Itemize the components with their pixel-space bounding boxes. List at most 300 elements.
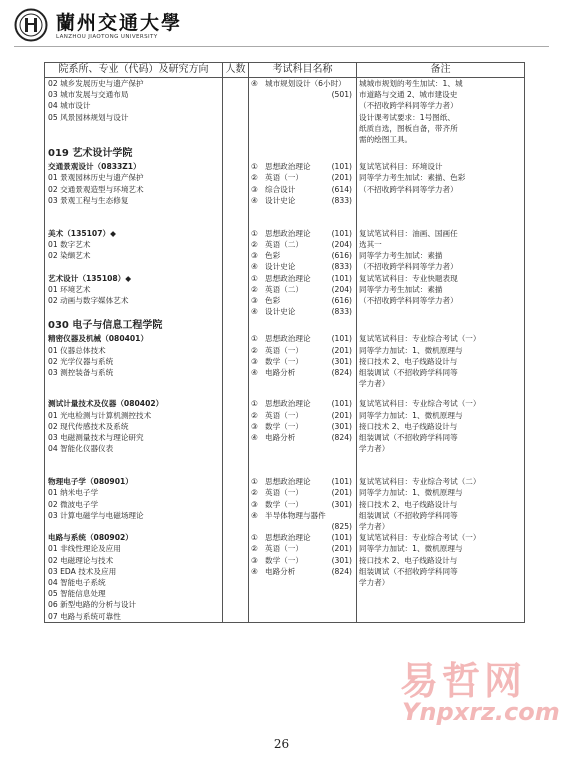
count-cell bbox=[223, 261, 248, 272]
research-direction: 02 现代传感技术及系统 bbox=[48, 421, 129, 431]
exam-subject bbox=[251, 532, 356, 543]
remark-line: 复试笔试科目：专业综合考试（二） bbox=[359, 477, 481, 487]
remark-line: 复试笔试科目：油画、国画任 bbox=[359, 228, 458, 238]
major-name: 美术（135107）◆ bbox=[48, 228, 116, 238]
exam-subject-name-wrap bbox=[251, 421, 303, 432]
research-direction: 03 电磁测量技术与理论研究 bbox=[48, 432, 144, 442]
exam-subject bbox=[251, 521, 356, 532]
exam-subject bbox=[251, 487, 356, 498]
exam-subject-name-wrap bbox=[251, 134, 265, 145]
exam-subject-code: (101) bbox=[331, 533, 352, 543]
remark-line bbox=[359, 147, 524, 161]
row-spacer bbox=[359, 206, 524, 228]
row-spacer bbox=[251, 389, 356, 398]
count-cell bbox=[223, 228, 248, 239]
exam-subject-number bbox=[251, 147, 265, 161]
count-cell bbox=[223, 577, 248, 588]
exam-subject bbox=[251, 306, 356, 317]
remark-line: 学力者） bbox=[359, 577, 390, 587]
exam-subject-name: 色彩 bbox=[265, 251, 281, 261]
count-cell bbox=[223, 421, 248, 432]
exam-subject-name-wrap bbox=[251, 543, 303, 554]
exam-subject-code: (101) bbox=[331, 334, 352, 344]
program-column bbox=[45, 78, 223, 623]
exam-subject-name-wrap bbox=[251, 532, 311, 543]
exam-subject bbox=[251, 161, 356, 172]
row-spacer bbox=[251, 454, 356, 476]
count-cell bbox=[223, 306, 248, 317]
exam-subject-name-wrap bbox=[251, 306, 295, 317]
exam-subject-name: 英语（一） bbox=[265, 410, 303, 420]
exam-subject bbox=[251, 421, 356, 432]
exam-subject-name: 色彩 bbox=[265, 296, 281, 305]
exam-subject bbox=[251, 195, 356, 206]
count-cell bbox=[223, 521, 248, 532]
major-name: 电路与系统（080902） bbox=[48, 533, 133, 543]
exam-subject-number bbox=[251, 112, 265, 123]
count-cell bbox=[223, 89, 248, 100]
exam-subject bbox=[251, 599, 356, 610]
university-name: 蘭州交通大學 bbox=[56, 12, 183, 34]
major-name: 精密仪器及机械（080401） bbox=[48, 334, 149, 344]
exam-subject-name: 设计史论 bbox=[265, 307, 296, 317]
count-cell bbox=[223, 319, 248, 333]
remark-line: 学力者） bbox=[359, 379, 390, 389]
exam-subject-name: 电路分析 bbox=[265, 432, 296, 442]
remark-line: 复试笔试科目：专业综合考试（一） bbox=[359, 533, 481, 543]
remark-line: 组装调试（不招收跨学科同等 bbox=[359, 566, 458, 576]
exam-subject-name-wrap bbox=[251, 184, 295, 195]
exam-subject-number: ③ bbox=[251, 296, 258, 305]
exam-subject bbox=[251, 588, 356, 599]
exam-subject-name-wrap bbox=[251, 378, 265, 389]
exam-subject-name: 英语（一） bbox=[265, 173, 303, 183]
watermark-en: Ynpxrz.com bbox=[402, 698, 560, 726]
research-direction: 03 EDA 技术及应用 bbox=[48, 566, 117, 576]
remark-line: 同等学力加试：1、微机原理与 bbox=[359, 488, 463, 498]
remark-line: 接口技术 2、电子线路设计与 bbox=[359, 421, 458, 431]
header-remarks: 备注 bbox=[357, 63, 525, 78]
research-direction: 01 数字艺术 bbox=[48, 240, 91, 250]
research-direction: 01 仪器总体技术 bbox=[48, 345, 106, 355]
exam-subject-number: ③ bbox=[251, 184, 258, 194]
exam-subject-number: ① bbox=[251, 162, 258, 172]
remark-line bbox=[359, 611, 524, 622]
count-cell bbox=[223, 273, 248, 284]
exam-subject-code: (301) bbox=[331, 356, 352, 366]
remark-line: 同等学力加试：1、微机原理与 bbox=[359, 345, 463, 355]
count-cell bbox=[223, 588, 248, 599]
research-direction: 06 新型电路的分析与设计 bbox=[48, 600, 137, 610]
remark-line: （不招收跨学科同等学力者） bbox=[359, 184, 458, 194]
exam-subject-number bbox=[251, 443, 265, 454]
exam-subject-code: (833) bbox=[331, 307, 352, 317]
remark-line: （不招收跨学科同等学力者） bbox=[359, 296, 458, 305]
exam-subject-name: 数学（一） bbox=[265, 421, 303, 431]
exam-subject bbox=[251, 78, 356, 89]
exam-subject-name-wrap bbox=[251, 195, 295, 206]
exam-subject bbox=[251, 284, 356, 295]
count-cell bbox=[223, 566, 248, 577]
exam-subject-code: (614) bbox=[331, 184, 352, 194]
exam-subject-number bbox=[251, 378, 265, 389]
exam-subject-number bbox=[251, 521, 265, 532]
research-direction: 03 计算电磁学与电磁场理论 bbox=[48, 510, 144, 520]
exam-subject-name: 思想政治理论 bbox=[265, 228, 311, 238]
exam-subject-number: ④ bbox=[251, 566, 258, 576]
exam-subject bbox=[251, 333, 356, 344]
exam-subject bbox=[251, 295, 356, 306]
exam-subject-number: ② bbox=[251, 345, 258, 355]
page-number: 26 bbox=[273, 737, 290, 751]
exam-subject bbox=[251, 443, 356, 454]
remark-line: 市道路与交通 2、城市建设史 bbox=[359, 90, 458, 100]
research-direction: 01 景观园林历史与遗产保护 bbox=[48, 173, 144, 183]
exam-subject-code: (301) bbox=[331, 499, 352, 509]
exam-subject-number bbox=[251, 100, 265, 111]
exam-subject-name-wrap bbox=[251, 588, 265, 599]
remark-line: 组装调试（不招收跨学科同等 bbox=[359, 510, 458, 520]
count-cell bbox=[223, 367, 248, 378]
remark-line: 同等学力加试：1、微机原理与 bbox=[359, 544, 463, 554]
watermark-cn: 易哲网 bbox=[400, 659, 527, 703]
exam-subject-code: (101) bbox=[331, 273, 352, 283]
exam-subject-name-wrap bbox=[251, 123, 265, 134]
research-direction: 04 智能电子系统 bbox=[48, 577, 106, 587]
exam-subject bbox=[251, 89, 356, 100]
exam-subject-name-wrap bbox=[251, 566, 295, 577]
exam-subject-name-wrap bbox=[251, 161, 311, 172]
remark-line bbox=[359, 306, 524, 317]
exam-subject-code: (825) bbox=[331, 522, 352, 531]
count-cell bbox=[223, 123, 248, 134]
exam-subject-number: ④ bbox=[251, 195, 258, 205]
exam-subject-code: (101) bbox=[331, 162, 352, 172]
count-cell bbox=[223, 378, 248, 389]
exam-subject-code: (501) bbox=[331, 90, 352, 100]
remark-line: 选其一 bbox=[359, 240, 382, 250]
exam-subject-code: (101) bbox=[331, 228, 352, 238]
count-cell bbox=[223, 476, 248, 487]
count-cell bbox=[223, 510, 248, 521]
exam-subject-number bbox=[251, 611, 265, 622]
exam-subject-code: (824) bbox=[331, 566, 352, 576]
count-cell bbox=[223, 543, 248, 554]
exam-subject bbox=[251, 112, 356, 123]
row-spacer bbox=[48, 206, 222, 228]
count-cell bbox=[223, 599, 248, 610]
exam-subject-name: 思想政治理论 bbox=[265, 477, 311, 487]
exam-subject bbox=[251, 555, 356, 566]
watermark bbox=[400, 650, 560, 740]
exam-subject-number: ③ bbox=[251, 499, 258, 509]
research-direction: 02 微波电子学 bbox=[48, 499, 99, 509]
exam-subject-name: 英语（二） bbox=[265, 284, 303, 294]
remark-line: 接口技术 2、电子线路设计与 bbox=[359, 356, 458, 366]
remark-line: 组装调试（不招收跨学科同等 bbox=[359, 367, 458, 377]
exam-subject-name-wrap bbox=[251, 250, 280, 261]
remark-line: 设计课考试要求：1号图纸、 bbox=[359, 112, 455, 122]
exam-subject bbox=[251, 273, 356, 284]
exam-subject-number: ② bbox=[251, 173, 258, 183]
exam-subject-number: ③ bbox=[251, 251, 258, 261]
exam-subject-name: 电路分析 bbox=[265, 367, 296, 377]
count-cell bbox=[223, 499, 248, 510]
exam-subject-name-wrap bbox=[251, 510, 326, 521]
exam-subject-name: 英语（一） bbox=[265, 544, 303, 554]
remark-line bbox=[359, 195, 524, 206]
exam-subject bbox=[251, 184, 356, 195]
exam-subject bbox=[251, 510, 356, 521]
research-direction: 03 测控装备与系统 bbox=[48, 367, 114, 377]
header-exam-subjects: 考试科目名称 bbox=[249, 63, 357, 78]
major-name: 测试计量技术及仪器（080402） bbox=[48, 399, 164, 409]
exam-subject-number: ④ bbox=[251, 367, 258, 377]
row-spacer bbox=[223, 454, 248, 476]
exam-subject-name: 数学（一） bbox=[265, 555, 303, 565]
count-cell bbox=[223, 356, 248, 367]
exam-subject-name-wrap bbox=[251, 476, 311, 487]
exam-subject-code: (301) bbox=[331, 555, 352, 565]
exam-subject-number bbox=[251, 134, 265, 145]
count-cell bbox=[223, 555, 248, 566]
university-name-en: LANZHOU JIAOTONG UNIVERSITY bbox=[56, 34, 158, 40]
exam-subject-number: ④ bbox=[251, 79, 258, 88]
exam-subject bbox=[251, 499, 356, 510]
research-direction: 04 智能化仪器仪表 bbox=[48, 444, 114, 454]
exam-subject-number: ③ bbox=[251, 555, 258, 565]
remark-line: 复试笔试科目：专业综合考试（一） bbox=[359, 334, 481, 344]
page-header bbox=[14, 6, 549, 46]
count-cell bbox=[223, 398, 248, 409]
remark-line: （不招收跨学科同等学力者） bbox=[359, 262, 458, 272]
exam-subject-name: 英语（一） bbox=[265, 488, 303, 498]
exam-subject-number: ① bbox=[251, 228, 258, 238]
remark-line: 接口技术 2、电子线路设计与 bbox=[359, 499, 458, 509]
exam-subject-name-wrap bbox=[251, 78, 346, 89]
exam-subject bbox=[251, 100, 356, 111]
university-seal-icon bbox=[14, 8, 48, 42]
row-spacer bbox=[359, 454, 524, 476]
research-direction: 05 风景园林规划与设计 bbox=[48, 112, 129, 122]
exam-subject-name-wrap bbox=[251, 261, 295, 272]
exam-subject-number: ② bbox=[251, 284, 258, 294]
exam-subject bbox=[251, 345, 356, 356]
exam-subject-name: 城市规划设计（6小时） bbox=[265, 79, 346, 88]
remark-line: 复试笔试科目：专业快题表现 bbox=[359, 273, 458, 283]
exam-subject-number: ① bbox=[251, 477, 258, 487]
exam-subject bbox=[251, 261, 356, 272]
remark-line: 需的绘图工具。 bbox=[359, 134, 413, 144]
exam-subject-number: ② bbox=[251, 488, 258, 498]
exam-subject-name-wrap bbox=[251, 100, 265, 111]
remark-line: 纸质自选，图板自备，带齐所 bbox=[359, 123, 458, 133]
exam-subject-number bbox=[251, 123, 265, 134]
exam-column bbox=[249, 78, 357, 623]
exam-subject bbox=[251, 476, 356, 487]
exam-subject-name: 综合设计 bbox=[265, 184, 296, 194]
exam-subject-name-wrap bbox=[251, 487, 303, 498]
exam-subject-name: 英语（二） bbox=[265, 240, 303, 250]
row-spacer bbox=[359, 389, 524, 398]
exam-subject bbox=[251, 147, 356, 161]
exam-subject-name-wrap bbox=[251, 273, 311, 284]
remark-line bbox=[359, 588, 524, 599]
remark-line: 同等学力考生加试：素描 bbox=[359, 284, 443, 294]
exam-subject-name-wrap bbox=[251, 239, 303, 250]
research-direction: 02 染缬艺术 bbox=[48, 251, 91, 261]
exam-subject-code: (101) bbox=[331, 477, 352, 487]
exam-subject-code: (833) bbox=[331, 262, 352, 272]
exam-subject-code: (301) bbox=[331, 421, 352, 431]
exam-subject-name-wrap bbox=[251, 443, 265, 454]
exam-subject bbox=[251, 577, 356, 588]
count-cell bbox=[223, 345, 248, 356]
remark-line: 复试笔试科目：专业综合考试（一） bbox=[359, 399, 481, 409]
remark-line: 学力者） bbox=[359, 522, 390, 531]
exam-subject-number bbox=[251, 588, 265, 599]
exam-subject-name: 英语（一） bbox=[265, 345, 303, 355]
exam-subject-name-wrap bbox=[251, 147, 265, 161]
remark-line: 城城市规划的考生加试：1、城 bbox=[359, 79, 463, 88]
exam-subject bbox=[251, 228, 356, 239]
header-count: 人数 bbox=[223, 63, 249, 78]
exam-subject-name: 电路分析 bbox=[265, 566, 296, 576]
count-cell bbox=[223, 333, 248, 344]
exam-subject-name-wrap bbox=[251, 599, 265, 610]
research-direction: 01 光电检测与计算机测控技术 bbox=[48, 410, 152, 420]
research-direction bbox=[48, 521, 222, 532]
remarks-column bbox=[357, 78, 525, 623]
exam-subject-code: (616) bbox=[331, 251, 352, 261]
exam-subject-number: ① bbox=[251, 533, 258, 543]
exam-subject-name-wrap bbox=[251, 284, 303, 295]
count-cell bbox=[223, 611, 248, 622]
exam-subject-number: ② bbox=[251, 240, 258, 250]
exam-subject bbox=[251, 566, 356, 577]
research-direction: 03 景观工程与生态修复 bbox=[48, 195, 129, 205]
exam-subject bbox=[251, 123, 356, 134]
exam-subject-name-wrap bbox=[251, 432, 295, 443]
count-cell bbox=[223, 443, 248, 454]
header-program: 院系所、专业（代码）及研究方向 bbox=[45, 63, 223, 78]
exam-subject-code: (201) bbox=[331, 410, 352, 420]
remark-line: 同等学力考生加试：素描 bbox=[359, 251, 443, 261]
exam-subject-number: ④ bbox=[251, 262, 258, 272]
research-direction: 02 电磁理论与技术 bbox=[48, 555, 114, 565]
row-spacer bbox=[48, 454, 222, 476]
research-direction: 02 城乡发展历史与遗产保护 bbox=[48, 79, 144, 88]
major-name: 交通景观设计（0833Z1） bbox=[48, 162, 141, 172]
research-direction: 02 交通景观造型与环境艺术 bbox=[48, 184, 144, 194]
exam-subject bbox=[251, 356, 356, 367]
exam-subject bbox=[251, 134, 356, 145]
research-direction: 01 环境艺术 bbox=[48, 284, 91, 294]
remark-line: 组装调试（不招收跨学科同等 bbox=[359, 432, 458, 442]
remark-line bbox=[359, 599, 524, 610]
exam-subject-name: 数学（一） bbox=[265, 356, 303, 366]
exam-subject-number: ③ bbox=[251, 356, 258, 366]
exam-subject-name-wrap bbox=[251, 228, 311, 239]
major-name: 艺术设计（135108）◆ bbox=[48, 273, 132, 283]
exam-subject-number: ① bbox=[251, 399, 258, 409]
exam-subject-name: 设计史论 bbox=[265, 195, 296, 205]
exam-subject bbox=[251, 367, 356, 378]
exam-subject-name-wrap bbox=[251, 410, 303, 421]
exam-subject bbox=[251, 239, 356, 250]
table-body-row bbox=[45, 78, 525, 623]
table-header-row bbox=[45, 63, 525, 78]
school-name: 019 艺术设计学院 bbox=[48, 148, 133, 160]
exam-subject-code: (101) bbox=[331, 399, 352, 409]
count-cell bbox=[223, 410, 248, 421]
exam-subject-code: (201) bbox=[331, 173, 352, 183]
exam-subject-code: (201) bbox=[331, 488, 352, 498]
exam-subject-number: ③ bbox=[251, 421, 258, 431]
exam-subject-number bbox=[251, 319, 265, 333]
exam-subject bbox=[251, 543, 356, 554]
exam-subject-number: ① bbox=[251, 334, 258, 344]
count-cell bbox=[223, 184, 248, 195]
exam-subject-name-wrap bbox=[251, 611, 265, 622]
exam-subject-name-wrap bbox=[251, 295, 280, 306]
exam-subject-code: (833) bbox=[331, 195, 352, 205]
exam-subject-name: 半导体物理与器件 bbox=[265, 510, 326, 520]
remark-line: 同等学力考生加试：素描、色彩 bbox=[359, 173, 466, 183]
exam-subject-name-wrap bbox=[251, 319, 265, 333]
research-direction: 02 动画与数字媒体艺术 bbox=[48, 296, 129, 305]
exam-subject-name: 数学（一） bbox=[265, 499, 303, 509]
count-cell bbox=[223, 172, 248, 183]
exam-subject-name-wrap bbox=[251, 521, 265, 532]
research-direction: 01 非线性理论及应用 bbox=[48, 544, 121, 554]
exam-subject bbox=[251, 378, 356, 389]
count-cell bbox=[223, 284, 248, 295]
count-cell bbox=[223, 147, 248, 161]
exam-subject-code: (616) bbox=[331, 296, 352, 305]
count-cell bbox=[223, 487, 248, 498]
research-direction bbox=[48, 306, 222, 317]
remark-line: 学力者） bbox=[359, 444, 390, 454]
exam-subject-code: (201) bbox=[331, 345, 352, 355]
exam-subject bbox=[251, 172, 356, 183]
exam-subject bbox=[251, 398, 356, 409]
remark-line: 复试笔试科目：环境设计 bbox=[359, 162, 443, 172]
research-direction: 03 城市发展与交通布局 bbox=[48, 90, 129, 100]
research-direction bbox=[48, 378, 222, 389]
count-cell bbox=[223, 295, 248, 306]
count-cell bbox=[223, 432, 248, 443]
major-name: 物理电子学（080901） bbox=[48, 477, 133, 487]
exam-subject-name-wrap bbox=[251, 89, 265, 100]
exam-subject-name-wrap bbox=[251, 345, 303, 356]
count-cell bbox=[223, 161, 248, 172]
row-spacer bbox=[48, 389, 222, 398]
research-direction: 04 城市设计 bbox=[48, 101, 91, 111]
exam-subject bbox=[251, 432, 356, 443]
row-spacer bbox=[251, 206, 356, 228]
exam-subject-name-wrap bbox=[251, 367, 295, 378]
exam-subject-code: (824) bbox=[331, 367, 352, 377]
exam-subject-name: 思想政治理论 bbox=[265, 533, 311, 543]
exam-subject-name: 思想政治理论 bbox=[265, 162, 311, 172]
row-spacer bbox=[223, 206, 248, 228]
research-direction: 01 纳米电子学 bbox=[48, 488, 99, 498]
exam-subject-number bbox=[251, 89, 265, 100]
count-column bbox=[223, 78, 249, 623]
exam-subject-code: (204) bbox=[331, 284, 352, 294]
exam-subject bbox=[251, 319, 356, 333]
